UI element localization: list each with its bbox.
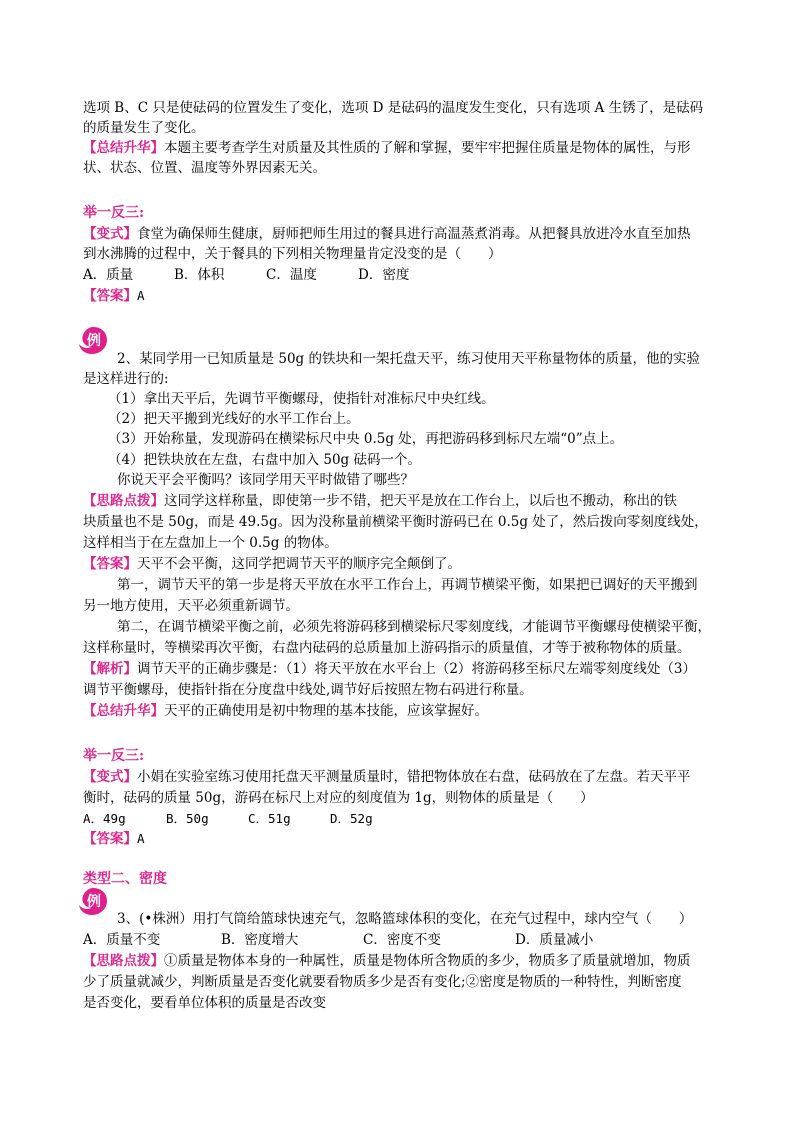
step-line: （3）开始称量，发现游码在横梁标尺中央 0.5g 处，再把游码移到标尺左端“0”点上。: [108, 431, 624, 447]
variant-text: 小娟在实验室练习使用托盘天平测量质量时，错把物体放在右盘，砝码放在了左盘。若天平平: [137, 769, 691, 785]
paragraph-line: 到水沸腾的过程中，关于餐具的下列相关物理量肯定没变的是（ ）: [83, 246, 502, 262]
paragraph-line: 第二，在调节横梁平衡之前，必须先将游码移到横梁标尺零刻度线，才能调节平衡螺母使横梁平衡，: [117, 619, 711, 635]
paragraph-line: 另一地方使用，天平必须重新调节。: [83, 598, 299, 614]
paragraph-line: 的质量发生了变化。: [83, 120, 205, 136]
options-row: [83, 930, 722, 950]
hint-line: [83, 951, 722, 971]
paragraph-line: 调节平衡螺母，使指针指在分度盘中线处,调节好后按照左物右码进行称量。: [83, 682, 533, 698]
answer-value: A: [137, 831, 145, 846]
paragraph-line: 衡时，砝码的质量 50g，游码在标尺上对应的刻度值为 1g，则物体的质量是（ ）: [83, 790, 594, 806]
option-c: C．密度不变: [363, 932, 441, 948]
option-a: A．质量: [83, 267, 134, 283]
example-badge-icon: [78, 887, 108, 917]
answer-tag: 【答案】: [83, 831, 137, 847]
summary-line: [83, 138, 722, 158]
section-heading: 举一反三:: [83, 748, 145, 764]
answer-value: A: [137, 288, 145, 303]
hint-tag: 【思路点拨】: [83, 493, 164, 509]
answer-line: [83, 554, 722, 574]
analysis-tag: 【解析】: [83, 661, 137, 677]
hint-text: 这同学这样称量，即使第一步不错，把天平是放在工作台上，以后也不搬动，称出的铁: [164, 493, 677, 509]
options-row: [83, 809, 722, 829]
question-line: 3、(•株洲）用打气筒给篮球快速充气，忽略篮球体积的变化，在充气过程中，球内空气（ ）: [117, 911, 693, 927]
summary-tag: 【总结升华】: [83, 140, 164, 156]
answer-line: [83, 286, 722, 306]
option-d: D．质量减小: [515, 932, 594, 948]
question-line: 是这样进行的:: [83, 371, 169, 387]
variant-text: 食堂为确保师生健康，厨师把师生用过的餐具进行高温蒸煮消毒。从把餐具放进冷水直至加热: [137, 226, 691, 242]
variant-tag: 【变式】: [83, 769, 137, 785]
answer-text: 天平不会平衡，这同学把调节天平的顺序完全颠倒了。: [137, 556, 461, 572]
paragraph-line: 状、状态、位置、温度等外界因素无关。: [83, 160, 326, 176]
paragraph-line: 这样相当于在左盘加上一个 0.5g 的物体。: [83, 535, 338, 551]
variant-line: [83, 224, 722, 244]
paragraph-line: 第一，调节天平的第一步是将天平放在水平工作台上，再调节横梁平衡，如果把已调好的天平搬到: [117, 577, 698, 593]
summary-text: 本题主要考查学生对质量及其性质的了解和掌握，要牢牢把握住质量是物体的属性，与形: [164, 140, 691, 156]
answer-tag: 【答案】: [83, 288, 137, 304]
option-d: D．密度: [358, 267, 410, 283]
paragraph-line: 是否变化，要看单位体积的质量是否改变: [83, 995, 326, 1011]
option-b: B．密度增大: [221, 932, 299, 948]
summary-line: [83, 701, 722, 721]
analysis-text: 调节天平的正确步骤是：（1）将天平放在水平台上（2）将游码移至标尺左端零刻度线处（3）: [137, 661, 697, 677]
summary-text: 天平的正确使用是初中物理的基本技能，应该掌握好。: [164, 703, 488, 719]
hint-line: [83, 491, 722, 511]
analysis-line: [83, 659, 722, 679]
hint-tag: 【思路点拨】: [83, 953, 164, 969]
paragraph-line: 少了质量就减少，判断质量是否变化就要看物质多少是否有变化;②密度是物质的一种特性，判断密度: [83, 974, 682, 990]
question-line: 你说天平会平衡吗？该同学用天平时做错了哪些？: [117, 472, 414, 488]
option-c: C．温度: [266, 267, 317, 283]
option-b: B．体积: [174, 267, 225, 283]
step-line: （4）把铁块放在左盘，右盘中加入 50g 砝码一个。: [108, 452, 421, 468]
section-heading: 举一反三:: [83, 205, 145, 221]
paragraph-line: 块质量也不是 50g，而是 49.5g。因为没称量前横梁平衡时游码已在 0.5g 处了，然后拨向零刻度线处，: [83, 514, 708, 530]
step-line: （2）把天平搬到光线好的水平工作台上。: [108, 411, 360, 427]
question-line: 2、某同学用一已知质量是 50g 的铁块和一架托盘天平，练习使用天平称量物体的质量，他的实验: [117, 351, 700, 367]
summary-tag: 【总结升华】: [83, 703, 164, 719]
variant-line: [83, 767, 722, 787]
option-d: D．52g: [330, 811, 373, 826]
answer-tag: 【答案】: [83, 556, 137, 572]
badge-label: 例: [87, 894, 101, 910]
paragraph-line: 选项 B、C 只是使砝码的位置发生了变化，选项 D 是砝码的温度发生变化，只有选项 A 生锈了，是砝码: [83, 100, 704, 116]
answer-line: [83, 829, 722, 849]
option-c: C．51g: [248, 811, 291, 826]
option-a: A．49g: [83, 811, 126, 826]
option-a: A．质量不变: [83, 932, 161, 948]
option-b: B．50g: [166, 811, 209, 826]
hint-text: ①质量是物体本身的一种属性，质量是物体所含物质的多少，物质多了质量就增加，物质: [164, 953, 691, 969]
paragraph-line: 这样称量时，等横梁再次平衡，右盘内砝码的总质量加上游码指示的质量值，才等于被称物体的质量。: [83, 640, 691, 656]
variant-tag: 【变式】: [83, 226, 137, 242]
options-row: [83, 265, 722, 285]
step-line: （1）拿出天平后，先调节平衡螺母，使指针对准标尺中央红线。: [108, 391, 495, 407]
badge-label: 例: [87, 333, 101, 349]
example-badge-icon: [78, 326, 108, 356]
type-heading: 类型二、密度: [83, 871, 167, 887]
